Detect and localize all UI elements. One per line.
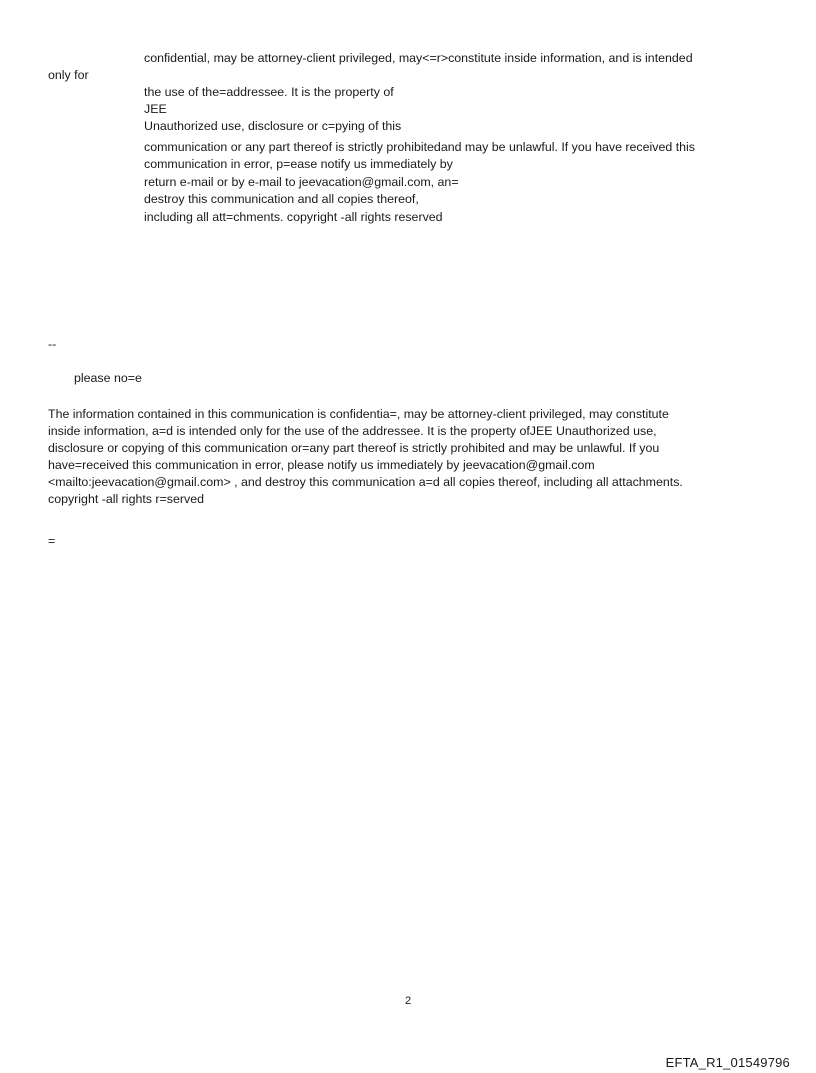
- notice-line: disclosure or copying of this communication or=any part thereof is strictly prohibited and may be unlawful. If you: [48, 441, 660, 455]
- quoted-notice-line: communication or any part thereof is strictly prohibitedand may be unlawful. If you have received this: [144, 140, 695, 154]
- notice-line: <mailto:jeevacation@gmail.com> , and destroy this communication a=d all copies thereof, including all attachments.: [48, 475, 683, 489]
- notice-line: copyright -all rights r=served: [48, 492, 204, 506]
- quoted-notice-line: Unauthorized use, disclosure or c=pying of this: [144, 119, 402, 133]
- quoted-notice-line: JEE: [144, 102, 167, 116]
- trailing-mark: =: [48, 534, 56, 548]
- quoted-notice-line: only for: [48, 68, 89, 82]
- quoted-notice-line: including all att=chments. copyright -all rights reserved: [144, 210, 443, 224]
- signature-separator: --: [48, 337, 57, 351]
- quoted-notice-line: destroy this communication and all copies thereof,: [144, 192, 419, 206]
- quoted-notice-line: communication in error, p=ease notify us immediately by: [144, 157, 453, 171]
- greeting-line: please no=e: [74, 371, 142, 385]
- quoted-notice-line: return e-mail or by e-mail to jeevacation@gmail.com, an=: [144, 175, 459, 189]
- quoted-notice-line: the use of the=addressee. It is the property of: [144, 85, 394, 99]
- notice-line: The information contained in this communication is confidentia=, may be attorney-client privileged, may constitute: [48, 407, 669, 421]
- notice-line: inside information, a=d is intended only for the use of the addressee. It is the property ofJEE Unauthorized use,: [48, 424, 657, 438]
- page-number: 2: [404, 995, 412, 1007]
- notice-line: have=received this communication in error, please notify us immediately by jeevacation@gmail.com: [48, 458, 595, 472]
- document-id: EFTA_R1_01549796: [665, 1055, 790, 1070]
- quoted-notice-line: confidential, may be attorney-client privileged, may<=r>constitute inside information, and is intended: [144, 51, 693, 65]
